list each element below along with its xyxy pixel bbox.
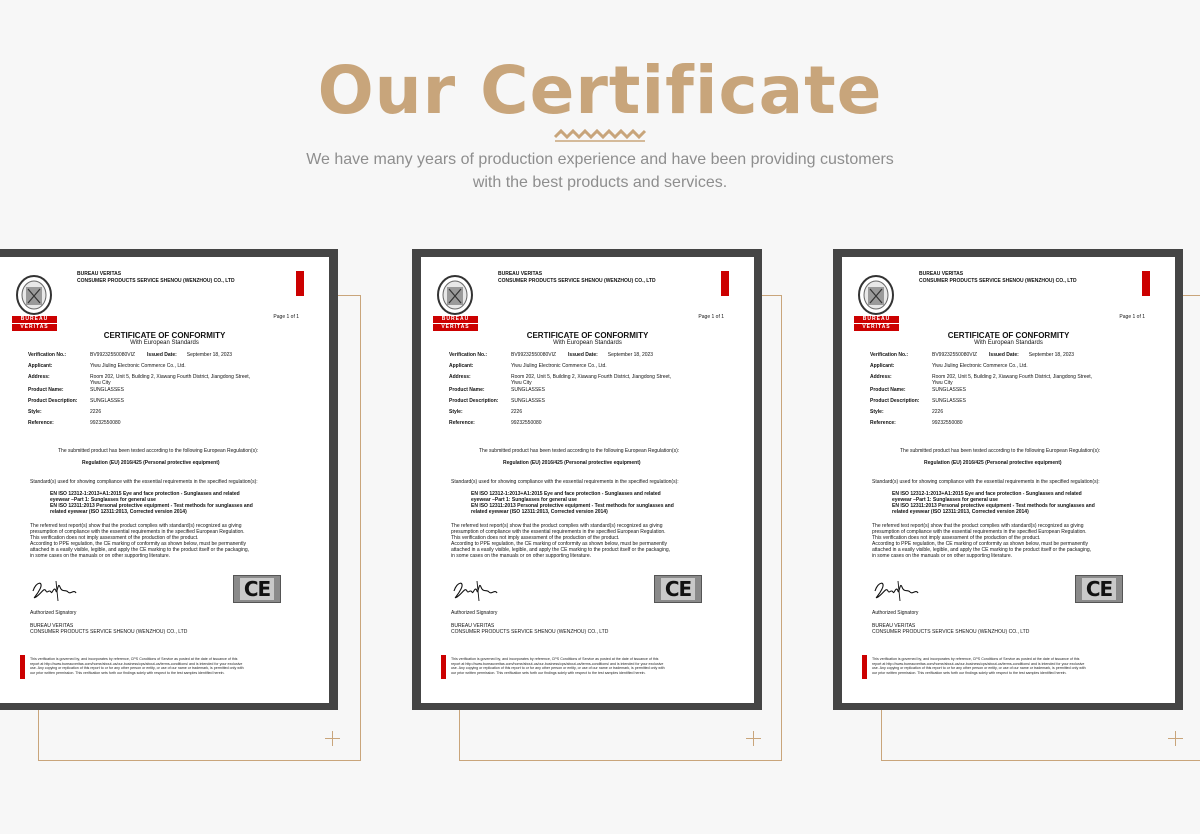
plus-icon[interactable] xyxy=(746,731,761,746)
field-label: Style: xyxy=(449,409,463,415)
field-value: September 18, 2023 xyxy=(186,352,233,358)
footer-line: our prior written permission. This verification sets forth our findings solely with respect to the test samples identified herein. xyxy=(451,670,646,675)
issuer-line: CONSUMER PRODUCTS SERVICE SHENOU (WENZHOU) CO., LTD xyxy=(919,278,1077,284)
body-line: This verification does not imply assessment of the production of the product. xyxy=(451,535,620,541)
field-label: Product Name: xyxy=(870,387,906,393)
field-label: Issued Date: xyxy=(147,352,177,358)
standard-line: EN ISO 12312-1:2013+A1:2015 Eye and face protection - Sunglasses and related xyxy=(50,491,240,497)
body-line: This verification does not imply assessment of the production of the product. xyxy=(30,535,199,541)
page-number: Page 1 of 1 xyxy=(1119,314,1145,320)
field-row xyxy=(449,374,709,386)
certificate-document[interactable] xyxy=(0,257,329,703)
standard-line: EN ISO 12312-1:2013+A1:2015 Eye and face protection - Sunglasses and related xyxy=(892,491,1082,497)
logo-text-bottom: VERITAS xyxy=(433,324,478,331)
signature-icon xyxy=(451,577,499,603)
tested-statement: The submitted product has been tested according to the following European Regulation(s): xyxy=(900,448,1101,454)
field-label: Applicant: xyxy=(870,363,895,369)
field-row xyxy=(28,363,288,369)
address-line: Room 202, Unit 5, Building 2, Xiawang Fourth District, Jiangdong Street, xyxy=(511,374,672,380)
field-label: Issued Date: xyxy=(568,352,598,358)
standard-line: EN ISO 12311:2013 Personal protective equipment - Test methods for sunglasses and xyxy=(471,503,674,509)
sign-line: CONSUMER PRODUCTS SERVICE SHENOU (WENZHOU) CO., LTD xyxy=(872,629,1030,635)
field-label: Style: xyxy=(870,409,884,415)
footer-red-bar xyxy=(20,655,25,679)
field-value: September 18, 2023 xyxy=(607,352,654,358)
certificate-subtitle: With European Standards xyxy=(974,340,1043,346)
field-row xyxy=(870,363,1130,369)
field-row xyxy=(870,409,1130,415)
issuer-line: BUREAU VERITAS xyxy=(77,271,122,277)
signatory-label: Authorized Signatory xyxy=(451,610,498,616)
body-line: The referred test report(s) show that the product complies with standard(s) recognized as giving xyxy=(872,523,1084,529)
ce-mark xyxy=(233,575,281,603)
bureau-veritas-logo xyxy=(854,275,904,331)
certificate-fields xyxy=(28,352,288,431)
field-value: SUNGLASSES xyxy=(932,387,966,393)
bureau-veritas-logo xyxy=(433,275,483,331)
logo-text-top: BUREAU xyxy=(433,316,478,323)
body-line: presumption of compliance with the essential requirements in the specified European Regulation. xyxy=(872,529,1087,535)
standard-line: eyewear –Part 1: Sunglasses for general use xyxy=(471,497,577,503)
field-label: Issued Date: xyxy=(989,352,1019,358)
field-row xyxy=(870,374,1130,386)
field-value: SUNGLASSES xyxy=(511,398,545,404)
issuer-header xyxy=(498,271,656,285)
standards-list xyxy=(892,491,1095,515)
ce-text: CE xyxy=(1082,578,1116,600)
field-row xyxy=(28,398,288,404)
field-row xyxy=(28,352,288,358)
page-number: Page 1 of 1 xyxy=(698,314,724,320)
field-value: SUNGLASSES xyxy=(511,387,545,393)
field-label: Product Name: xyxy=(449,387,485,393)
issuer-line: BUREAU VERITAS xyxy=(919,271,964,277)
standard-line: related eyewear (ISO 12311:2013, Corrected version 2014) xyxy=(50,509,187,515)
field-row xyxy=(870,420,1130,426)
footer-text xyxy=(872,657,1142,675)
certificate-document[interactable] xyxy=(842,257,1175,703)
field-row xyxy=(449,363,709,369)
address-line: Yiwu City xyxy=(90,380,111,386)
ce-text: CE xyxy=(240,578,274,600)
footer-red-bar xyxy=(862,655,867,679)
sign-line: CONSUMER PRODUCTS SERVICE SHENOU (WENZHOU) CO., LTD xyxy=(30,629,188,635)
field-label: Reference: xyxy=(870,420,896,426)
certificate-document[interactable] xyxy=(421,257,754,703)
ce-mark xyxy=(654,575,702,603)
red-tab xyxy=(1142,271,1150,296)
standard-line: related eyewear (ISO 12311:2013, Corrected version 2014) xyxy=(892,509,1029,515)
body-line: This verification does not imply assessment of the production of the product. xyxy=(872,535,1041,541)
issuer-line: BUREAU VERITAS xyxy=(498,271,543,277)
field-value: BV99232550080VIZ xyxy=(511,352,557,358)
sign-line: BUREAU VERITAS xyxy=(872,623,916,629)
compliance-text xyxy=(451,523,670,559)
certificate-title: CERTIFICATE OF CONFORMITY xyxy=(526,331,649,340)
field-label: Style: xyxy=(28,409,42,415)
page-title: Our Certificate xyxy=(317,52,883,129)
signature-icon xyxy=(30,577,78,603)
signatory-label: Authorized Signatory xyxy=(872,610,919,616)
footer-line: report at http://www.bureauveritas.com/home/about-us/our-business/cps/about-us/terms-conditions/ and is intended for your exclusive xyxy=(30,661,243,666)
field-value: SUNGLASSES xyxy=(90,387,124,393)
field-row xyxy=(28,420,288,426)
field-row xyxy=(870,398,1130,404)
sign-line: BUREAU VERITAS xyxy=(30,623,74,629)
field-label: Address: xyxy=(449,374,471,380)
certificate-title: CERTIFICATE OF CONFORMITY xyxy=(947,331,1070,340)
field-value: Yiwu Jiuling Electronic Commerce Co., Ltd. xyxy=(90,363,186,369)
sign-line: BUREAU VERITAS xyxy=(451,623,495,629)
plus-icon[interactable] xyxy=(325,731,340,746)
logo-text-bottom: VERITAS xyxy=(854,324,899,331)
field-label: Verification No.: xyxy=(28,352,67,358)
field-row xyxy=(870,352,1130,358)
logo-text-top: BUREAU xyxy=(854,316,899,323)
field-label: Applicant: xyxy=(28,363,53,369)
standard-line: related eyewear (ISO 12311:2013, Corrected version 2014) xyxy=(471,509,608,515)
red-tab xyxy=(296,271,304,296)
body-line: in some cases on the manuals or on other supporting literature. xyxy=(30,553,171,559)
logo-text-top: BUREAU xyxy=(12,316,57,323)
bureau-veritas-logo xyxy=(12,275,62,331)
certificate-subtitle: With European Standards xyxy=(553,340,622,346)
body-line: presumption of compliance with the essential requirements in the specified European Regulation. xyxy=(451,529,666,535)
standards-statement: Standard(s) used for showing compliance with the essential requirements in the specified regulation(s): xyxy=(872,479,1100,485)
footer-line: our prior written permission. This verification sets forth our findings solely with respect to the test samples identified herein. xyxy=(872,670,1067,675)
plus-icon[interactable] xyxy=(1168,731,1183,746)
address-line: Room 202, Unit 5, Building 2, Xiawang Fourth District, Jiangdong Street, xyxy=(90,374,251,380)
field-label: Applicant: xyxy=(449,363,474,369)
field-label: Product Description: xyxy=(870,398,920,404)
standard-line: EN ISO 12311:2013 Personal protective equipment - Test methods for sunglasses and xyxy=(50,503,253,509)
tested-statement: The submitted product has been tested according to the following European Regulation(s): xyxy=(479,448,680,454)
footer-line: report at http://www.bureauveritas.com/home/about-us/our-business/cps/about-us/terms-conditions/ and is intended for your exclusive xyxy=(872,661,1085,666)
red-tab xyxy=(721,271,729,296)
seal-icon xyxy=(854,275,898,315)
address-line: Yiwu City xyxy=(511,380,532,386)
footer-line: use. Any copying or replication of this report to or for any other person or entity, or use of our name or trademark, is permitted only with xyxy=(30,666,244,671)
body-line: The referred test report(s) show that the product complies with standard(s) recognized as giving xyxy=(451,523,663,529)
field-label: Reference: xyxy=(449,420,475,426)
issuer-header xyxy=(919,271,1077,285)
field-row xyxy=(449,409,709,415)
body-line: According to PPE regulation, the CE marking of conformity as shown below, must be permanently xyxy=(451,541,667,547)
field-value: 99232550080 xyxy=(90,420,121,426)
field-row xyxy=(28,409,288,415)
regulation: Regulation (EU) 2016/425 (Personal protective equipment) xyxy=(82,460,220,466)
field-value: Yiwu Jiuling Electronic Commerce Co., Ltd. xyxy=(932,363,1028,369)
footer-line: This verification is governed by, and incorporates by reference, CPS Conditions of Service as posted at the date of issuance of this xyxy=(451,657,659,661)
regulation: Regulation (EU) 2016/425 (Personal protective equipment) xyxy=(503,460,641,466)
field-row xyxy=(449,420,709,426)
signatory-company xyxy=(451,623,608,635)
footer-text xyxy=(451,657,721,675)
issuer-header xyxy=(77,271,235,285)
standards-list xyxy=(471,491,674,515)
body-line: presumption of compliance with the essential requirements in the specified European Regulation. xyxy=(30,529,245,535)
seal-icon xyxy=(12,275,56,315)
field-value xyxy=(90,374,288,386)
signatory-label: Authorized Signatory xyxy=(30,610,77,616)
footer-line: This verification is governed by, and incorporates by reference, CPS Conditions of Service as posted at the date of issuance of this xyxy=(872,657,1080,661)
body-line: in some cases on the manuals or on other supporting literature. xyxy=(872,553,1013,559)
body-line: attached in a easily visible, legible, and apply the CE marking to the product itself or the packaging, xyxy=(451,547,671,553)
field-value xyxy=(511,374,709,386)
field-label: Product Description: xyxy=(28,398,78,404)
certificate-fields xyxy=(449,352,709,431)
field-label: Address: xyxy=(28,374,50,380)
field-value: September 18, 2023 xyxy=(1028,352,1075,358)
body-line: According to PPE regulation, the CE marking of conformity as shown below, must be permanently xyxy=(30,541,246,547)
body-line: According to PPE regulation, the CE marking of conformity as shown below, must be permanently xyxy=(872,541,1088,547)
field-value: 2226 xyxy=(511,409,523,415)
body-line: The referred test report(s) show that the product complies with standard(s) recognized as giving xyxy=(30,523,242,529)
field-value: BV99232550080VIZ xyxy=(90,352,136,358)
seal-icon xyxy=(433,275,477,315)
compliance-text xyxy=(872,523,1091,559)
ce-text: CE xyxy=(661,578,695,600)
field-label: Address: xyxy=(870,374,892,380)
subtitle-line: with the best products and services. xyxy=(472,174,728,191)
page-number: Page 1 of 1 xyxy=(273,314,299,320)
page-subtitle xyxy=(290,148,910,194)
footer-line: This verification is governed by, and incorporates by reference, CPS Conditions of Service as posted at the date of issuance of this xyxy=(30,657,238,661)
sign-line: CONSUMER PRODUCTS SERVICE SHENOU (WENZHOU) CO., LTD xyxy=(451,629,609,635)
address-line: Room 202, Unit 5, Building 2, Xiawang Fourth District, Jiangdong Street, xyxy=(932,374,1093,380)
subtitle-line: We have many years of production experience and have been providing customers xyxy=(306,151,894,168)
footer-line: report at http://www.bureauveritas.com/home/about-us/our-business/cps/about-us/terms-conditions/ and is intended for your exclusive xyxy=(451,661,664,666)
regulation: Regulation (EU) 2016/425 (Personal protective equipment) xyxy=(924,460,1062,466)
signatory-company xyxy=(30,623,187,635)
standards-statement: Standard(s) used for showing compliance with the essential requirements in the specified regulation(s): xyxy=(30,479,258,485)
wave-divider-icon xyxy=(553,128,647,142)
field-row xyxy=(28,374,288,386)
certificate-fields xyxy=(870,352,1130,431)
field-value: SUNGLASSES xyxy=(90,398,124,404)
standard-line: EN ISO 12311:2013 Personal protective equipment - Test methods for sunglasses and xyxy=(892,503,1095,509)
signatory-company xyxy=(872,623,1029,635)
body-line: in some cases on the manuals or on other supporting literature. xyxy=(451,553,592,559)
field-value: SUNGLASSES xyxy=(932,398,966,404)
footer-line: use. Any copying or replication of this report to or for any other person or entity, or use of our name or trademark, is permitted only with xyxy=(451,666,665,671)
field-value: Yiwu Jiuling Electronic Commerce Co., Ltd. xyxy=(511,363,607,369)
field-value: 99232550080 xyxy=(511,420,542,426)
issuer-line: CONSUMER PRODUCTS SERVICE SHENOU (WENZHOU) CO., LTD xyxy=(498,278,656,284)
logo-text-bottom: VERITAS xyxy=(12,324,57,331)
certificate-subtitle: With European Standards xyxy=(130,340,199,346)
footer-text xyxy=(30,657,300,675)
field-row xyxy=(28,387,288,393)
signature-icon xyxy=(872,577,920,603)
footer-line: our prior written permission. This verification sets forth our findings solely with respect to the test samples identified herein. xyxy=(30,670,225,675)
field-label: Verification No.: xyxy=(870,352,909,358)
field-label: Product Name: xyxy=(28,387,64,393)
field-row xyxy=(870,387,1130,393)
field-value: 99232550080 xyxy=(932,420,963,426)
field-value: 2226 xyxy=(90,409,102,415)
tested-statement: The submitted product has been tested according to the following European Regulation(s): xyxy=(58,448,259,454)
field-value: BV99232550080VIZ xyxy=(932,352,978,358)
address-line: Yiwu City xyxy=(932,380,953,386)
compliance-text xyxy=(30,523,249,559)
field-row xyxy=(449,352,709,358)
field-row xyxy=(449,398,709,404)
body-line: attached in a easily visible, legible, and apply the CE marking to the product itself or the packaging, xyxy=(30,547,250,553)
ce-mark xyxy=(1075,575,1123,603)
footer-red-bar xyxy=(441,655,446,679)
field-row xyxy=(449,387,709,393)
field-value xyxy=(932,374,1130,386)
standard-line: EN ISO 12312-1:2013+A1:2015 Eye and face protection - Sunglasses and related xyxy=(471,491,661,497)
standard-line: eyewear –Part 1: Sunglasses for general use xyxy=(892,497,998,503)
footer-line: use. Any copying or replication of this report to or for any other person or entity, or use of our name or trademark, is permitted only with xyxy=(872,666,1086,671)
field-label: Reference: xyxy=(28,420,54,426)
field-label: Verification No.: xyxy=(449,352,488,358)
standards-list xyxy=(50,491,253,515)
field-label: Product Description: xyxy=(449,398,499,404)
standards-statement: Standard(s) used for showing compliance with the essential requirements in the specified regulation(s): xyxy=(451,479,679,485)
standard-line: eyewear –Part 1: Sunglasses for general use xyxy=(50,497,156,503)
certificate-title: CERTIFICATE OF CONFORMITY xyxy=(103,331,226,340)
issuer-line: CONSUMER PRODUCTS SERVICE SHENOU (WENZHOU) CO., LTD xyxy=(77,278,235,284)
field-value: 2226 xyxy=(932,409,944,415)
body-line: attached in a easily visible, legible, and apply the CE marking to the product itself or the packaging, xyxy=(872,547,1092,553)
